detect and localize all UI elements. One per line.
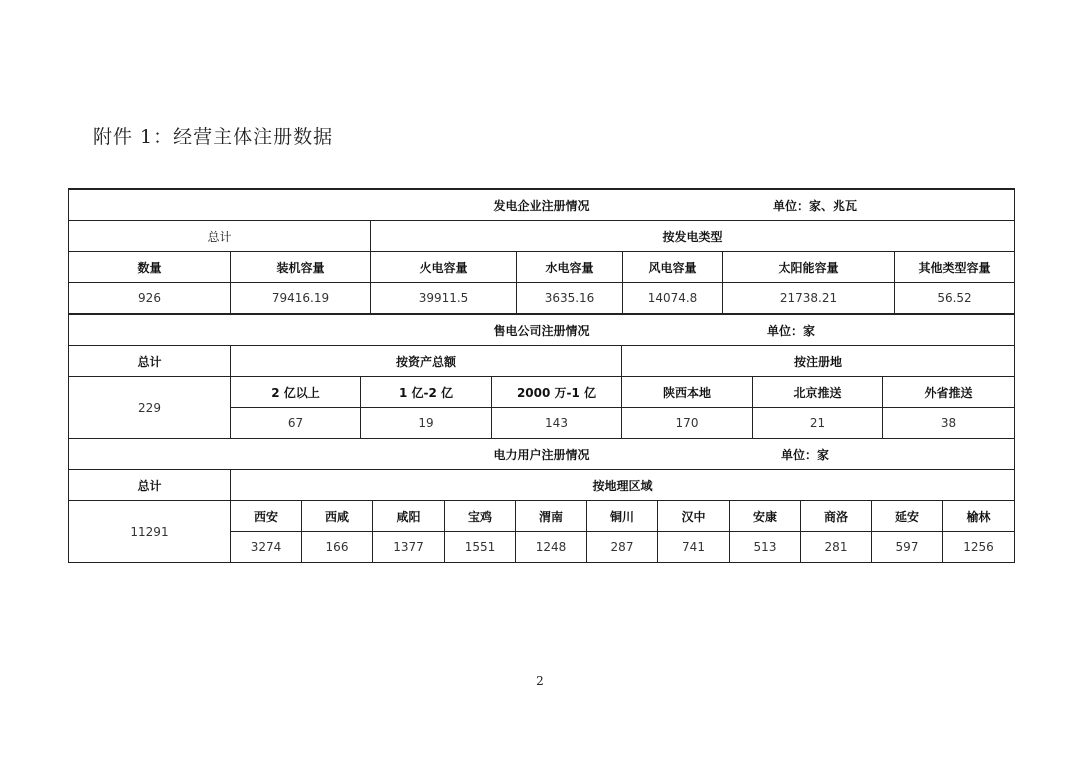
table-cell: 1248 <box>516 532 587 563</box>
generation-title-row <box>69 189 1015 221</box>
sales-unit: 单位：家 <box>767 323 816 338</box>
users-unit: 单位：家 <box>781 447 830 462</box>
column-header: 安康 <box>730 501 801 532</box>
table-cell: 56.52 <box>895 283 1015 314</box>
sales-table <box>68 314 1015 439</box>
table-cell: 597 <box>872 532 943 563</box>
table-cell: 14074.8 <box>623 283 723 314</box>
column-header: 西咸 <box>302 501 373 532</box>
page-heading: 附件 1：经营主体注册数据 <box>93 126 334 148</box>
table-cell: 21738.21 <box>723 283 895 314</box>
column-header: 陕西本地 <box>622 377 753 408</box>
column-header: 延安 <box>872 501 943 532</box>
column-header: 宝鸡 <box>445 501 516 532</box>
users-total-label: 总计 <box>69 470 231 501</box>
table-cell: 1551 <box>445 532 516 563</box>
generation-header-row <box>69 252 1015 283</box>
table-cell: 3274 <box>231 532 302 563</box>
column-header: 风电容量 <box>623 252 723 283</box>
generation-total-label: 总计 <box>69 221 371 252</box>
generation-title: 发电企业注册情况 <box>493 198 590 213</box>
column-header: 咸阳 <box>373 501 445 532</box>
column-header: 数量 <box>69 252 231 283</box>
table-cell: 170 <box>622 408 753 439</box>
column-header: 北京推送 <box>753 377 883 408</box>
generation-value-row <box>69 283 1015 314</box>
users-total-value: 11291 <box>69 501 231 563</box>
sales-asset-label: 按资产总额 <box>231 346 622 377</box>
column-header: 2000 万-1 亿 <box>492 377 622 408</box>
table-cell: 38 <box>883 408 1015 439</box>
sales-location-label: 按注册地 <box>622 346 1015 377</box>
column-header: 铜川 <box>587 501 658 532</box>
table-cell: 1377 <box>373 532 445 563</box>
table-cell: 67 <box>231 408 361 439</box>
users-title: 电力用户注册情况 <box>493 447 590 462</box>
sales-total-label: 总计 <box>69 346 231 377</box>
table-cell: 21 <box>753 408 883 439</box>
generation-table <box>68 188 1015 314</box>
column-header: 水电容量 <box>517 252 623 283</box>
users-table <box>68 438 1015 563</box>
table-cell: 287 <box>587 532 658 563</box>
sales-header-row <box>69 377 1015 408</box>
generation-unit: 单位：家、兆瓦 <box>773 198 858 213</box>
table-cell: 926 <box>69 283 231 314</box>
table-cell: 79416.19 <box>231 283 371 314</box>
column-header: 火电容量 <box>371 252 517 283</box>
table-cell: 39911.5 <box>371 283 517 314</box>
table-cell: 281 <box>801 532 872 563</box>
table-cell: 513 <box>730 532 801 563</box>
table-cell: 3635.16 <box>517 283 623 314</box>
sales-total-value: 229 <box>69 377 231 439</box>
sales-title-row <box>69 315 1015 346</box>
users-header-row <box>69 501 1015 532</box>
page-number: 2 <box>536 674 544 688</box>
table-cell: 166 <box>302 532 373 563</box>
column-header: 商洛 <box>801 501 872 532</box>
column-header: 1 亿-2 亿 <box>361 377 492 408</box>
users-title-row <box>69 439 1015 470</box>
sales-title: 售电公司注册情况 <box>493 323 590 338</box>
table-cell: 143 <box>492 408 622 439</box>
table-cell: 1256 <box>943 532 1015 563</box>
table-cell: 19 <box>361 408 492 439</box>
column-header: 榆林 <box>943 501 1015 532</box>
column-header: 渭南 <box>516 501 587 532</box>
generation-type-label: 按发电类型 <box>371 221 1015 252</box>
column-header: 太阳能容量 <box>723 252 895 283</box>
users-region-label: 按地理区域 <box>231 470 1015 501</box>
column-header: 汉中 <box>658 501 730 532</box>
column-header: 西安 <box>231 501 302 532</box>
column-header: 装机容量 <box>231 252 371 283</box>
table-cell: 741 <box>658 532 730 563</box>
column-header: 其他类型容量 <box>895 252 1015 283</box>
column-header: 2 亿以上 <box>231 377 361 408</box>
column-header: 外省推送 <box>883 377 1015 408</box>
